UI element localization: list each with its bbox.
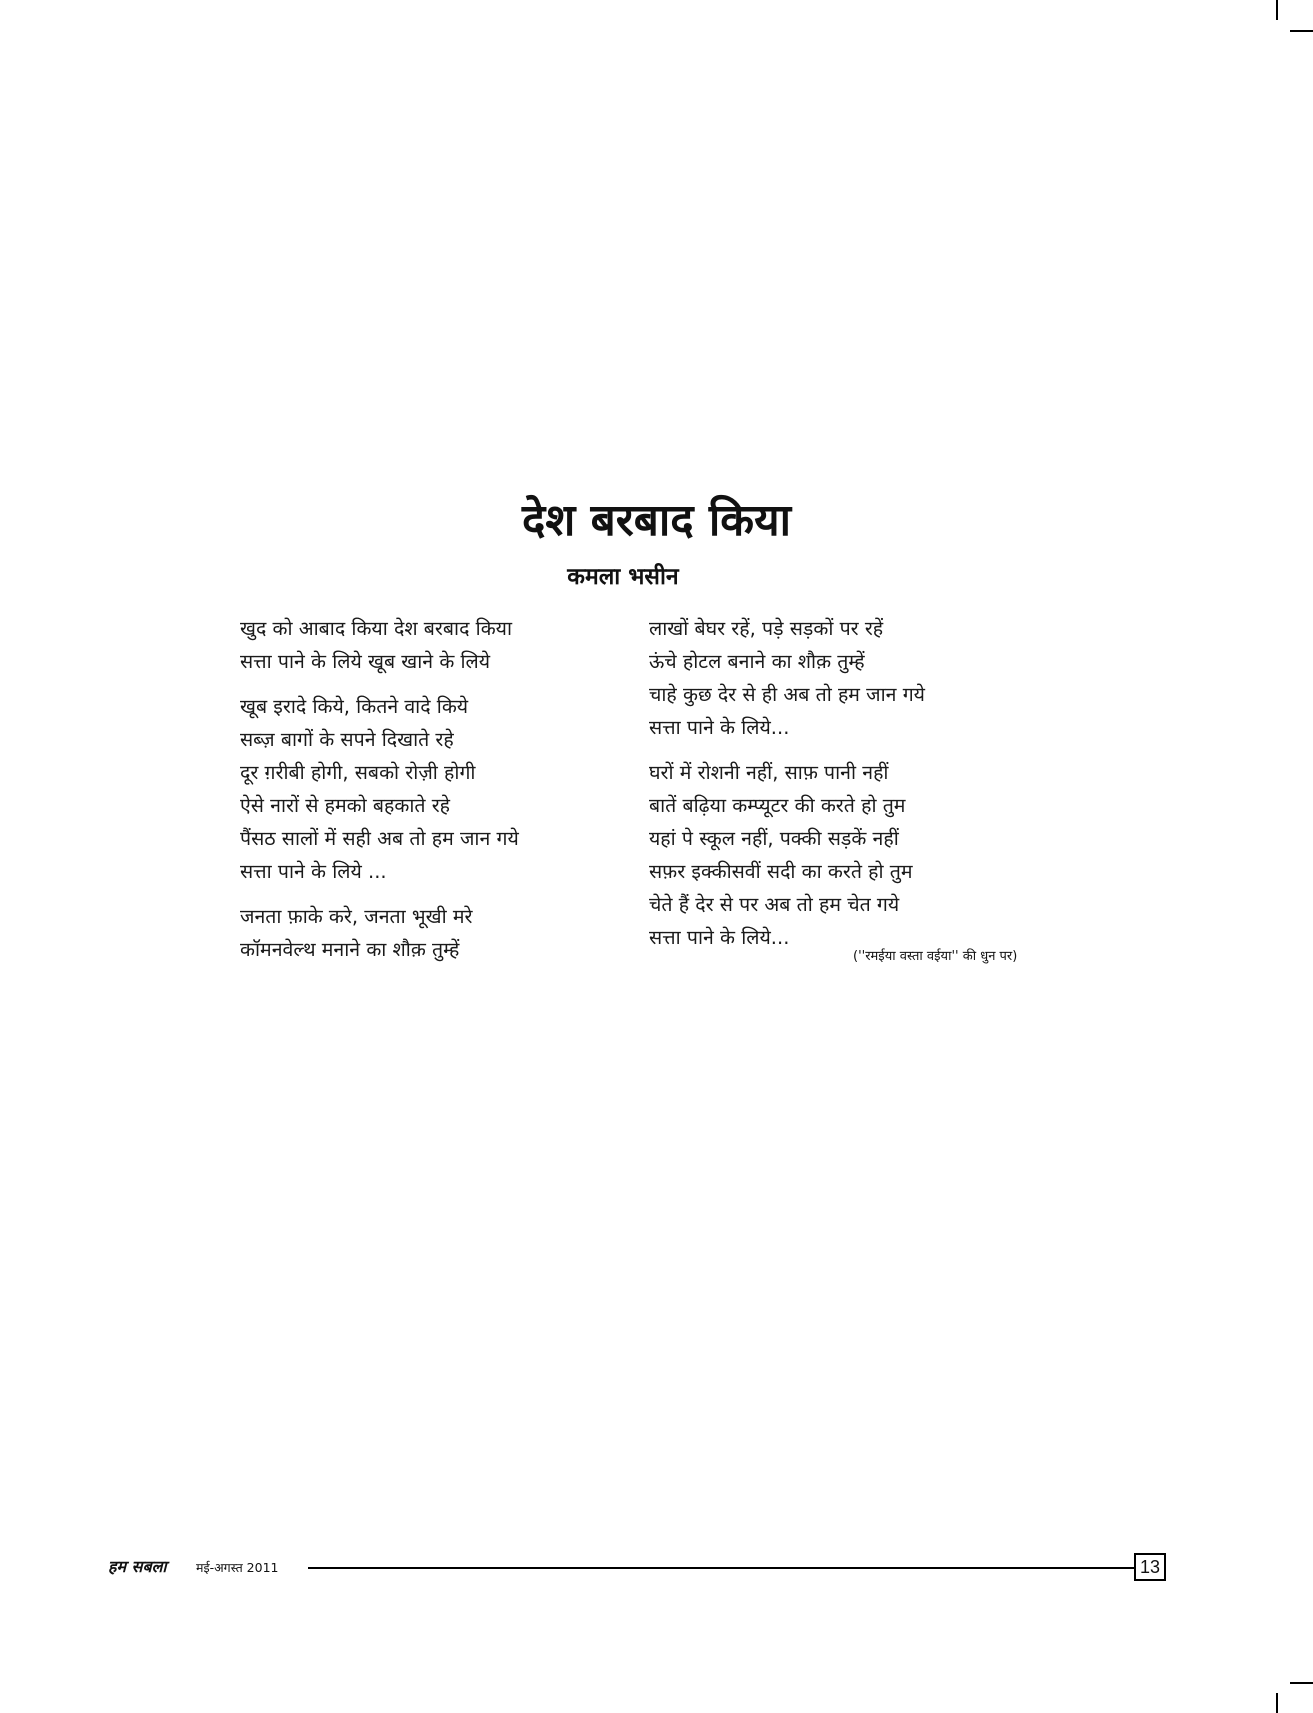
poem-line: यहां पे स्कूल नहीं, पक्की सड़कें नहीं bbox=[649, 827, 899, 850]
stanza bbox=[240, 612, 635, 678]
poem-line: दूर ग़रीबी होगी, सबको रोज़ी होगी bbox=[240, 761, 476, 784]
poem-line: कॉमनवेल्थ मनाने का शौक़ तुम्हें bbox=[240, 938, 460, 961]
crop-mark-bottom-horizontal bbox=[1290, 1682, 1313, 1684]
stanza bbox=[240, 900, 635, 966]
poem-line: लाखों बेघर रहें, पड़े सड़कों पर रहें bbox=[649, 617, 884, 640]
poem-line: ऊंचे होटल बनाने का शौक़ तुम्हें bbox=[649, 650, 865, 673]
crop-mark-top-horizontal bbox=[1290, 30, 1313, 32]
poem-line: ऐसे नारों से हमको बहकाते रहे bbox=[240, 794, 451, 817]
poem-line: जनता फ़ाके करे, जनता भूखी मरे bbox=[240, 905, 473, 928]
poem-line: सफ़र इक्कीसवीं सदी का करते हो तुम bbox=[649, 860, 913, 883]
magazine-logo: हम सबला bbox=[108, 1557, 167, 1576]
poem-author: कमला भसीन bbox=[567, 564, 679, 590]
page-footer bbox=[108, 1553, 1166, 1583]
poem-title: देश बरबाद किया bbox=[521, 495, 792, 546]
poem-line: सत्ता पाने के लिये खूब खाने के लिये bbox=[240, 650, 491, 673]
poem-right-column bbox=[649, 612, 1129, 966]
tune-attribution: (''रमईया वस्ता वईया'' की धुन पर) bbox=[853, 949, 1018, 964]
poem-line: पैंसठ सालों में सही अब तो हम जान गये bbox=[240, 827, 519, 850]
poem-line: सत्ता पाने के लिये... bbox=[649, 926, 790, 949]
poem-line: बातें बढ़िया कम्प्यूटर की करते हो तुम bbox=[649, 794, 906, 817]
poem-left-column bbox=[240, 612, 635, 978]
poem-line: खूब इरादे किये, कितने वादे किये bbox=[240, 695, 469, 718]
poem-line: सत्ता पाने के लिये ... bbox=[240, 860, 387, 883]
poem-line: खुद को आबाद किया देश बरबाद किया bbox=[240, 617, 513, 640]
stanza bbox=[649, 756, 1129, 954]
crop-mark-top-vertical bbox=[1276, 0, 1278, 20]
page-number: 13 bbox=[1134, 1553, 1166, 1581]
poem-line: घरों में रोशनी नहीं, साफ़ पानी नहीं bbox=[649, 761, 889, 784]
poem-line: सब्ज़ बागों के सपने दिखाते रहे bbox=[240, 728, 454, 751]
stanza bbox=[240, 690, 635, 888]
poem-line: सत्ता पाने के लिये... bbox=[649, 716, 790, 739]
stanza bbox=[649, 612, 1129, 744]
crop-mark-bottom-vertical bbox=[1276, 1693, 1278, 1713]
footer-rule bbox=[308, 1567, 1134, 1569]
poem-line: चाहे कुछ देर से ही अब तो हम जान गये bbox=[649, 683, 925, 706]
poem-line: चेते हैं देर से पर अब तो हम चेत गये bbox=[649, 893, 900, 916]
issue-date: मई-अगस्त 2011 bbox=[196, 1560, 279, 1575]
